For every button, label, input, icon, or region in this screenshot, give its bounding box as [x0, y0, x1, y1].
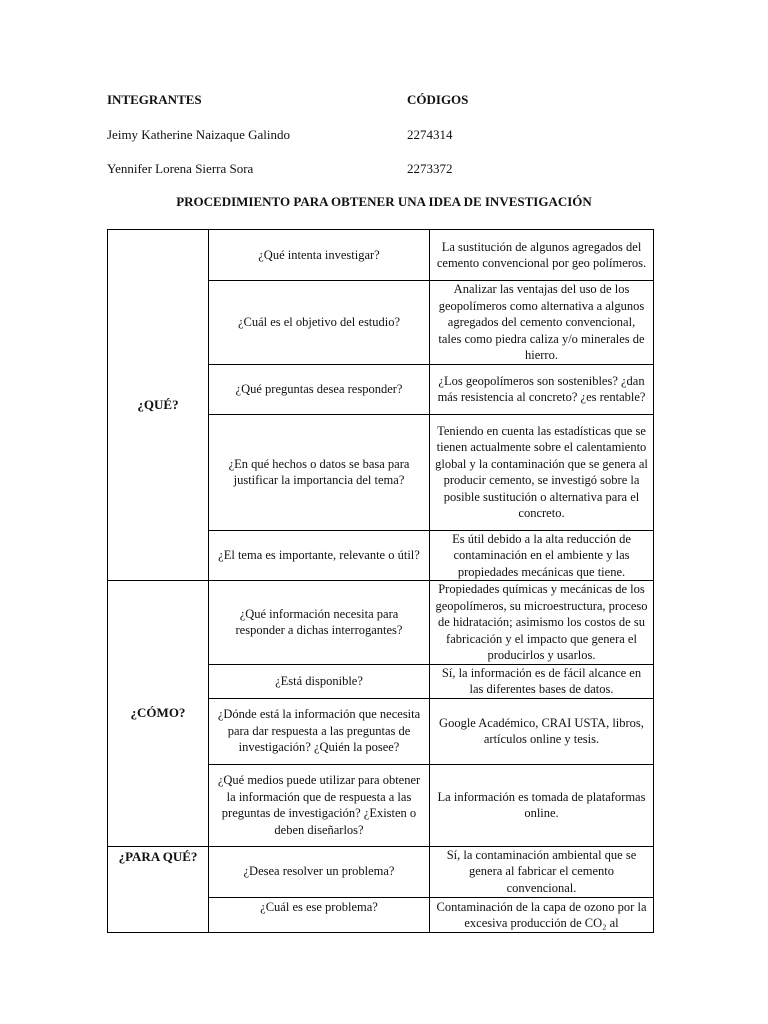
section-label-que: ¿QUÉ? [108, 230, 209, 581]
answer-cell: La sustitución de algunos agregados del cemento convencional por geo polímeros. [430, 230, 654, 281]
question-cell: ¿El tema es importante, relevante o útil? [209, 530, 430, 581]
member-name: Jeimy Katherine Naizaque Galindo [107, 127, 291, 142]
member-code: 2274314 [407, 127, 453, 142]
answer-cell: La información es tomada de plataformas online. [430, 764, 654, 846]
member-code: 2273372 [407, 161, 453, 176]
answer-cell: Sí, la contaminación ambiental que se genera al fabricar el cemento convencional. [430, 846, 654, 897]
answer-cell: Contaminación de la capa de ozono por la excesiva producción de CO₂ al [430, 897, 654, 932]
member-name: Yennifer Lorena Sierra Sora [107, 161, 254, 176]
codes-header: CÓDIGOS [407, 92, 469, 107]
question-cell: ¿Desea resolver un problema? [209, 846, 430, 897]
question-cell: ¿Qué preguntas desea responder? [209, 364, 430, 414]
answer-cell: Google Académico, CRAI USTA, libros, artículos online y tesis. [430, 698, 654, 764]
section-label-como: ¿CÓMO? [108, 581, 209, 847]
table-row [108, 846, 654, 897]
question-cell: ¿Cuál es ese problema? [209, 897, 430, 932]
answer-cell: Propiedades químicas y mecánicas de los geopolímeros, su microestructura, proceso de hidratación; asimismo los costos de su fabricación y el impacto que genera el producirlos y usarlos. [430, 581, 654, 665]
answer-cell: Analizar las ventajas del uso de los geopolímeros como alternativa a algunos agregados del cemento convencional, tales como piedra caliza y/o minerales de hierro. [430, 281, 654, 365]
section-label-para-que: ¿PARA QUÉ? [108, 846, 209, 932]
question-cell: ¿Qué intenta investigar? [209, 230, 430, 281]
question-cell: ¿Dónde está la información que necesita para dar respuesta a las preguntas de investigación? ¿Quién la posee? [209, 698, 430, 764]
table-row [108, 581, 654, 665]
members-header: INTEGRANTES [107, 92, 202, 107]
answer-cell: Sí, la información es de fácil alcance en las diferentes bases de datos. [430, 664, 654, 698]
question-cell: ¿Está disponible? [209, 664, 430, 698]
answer-cell: Es útil debido a la alta reducción de contaminación en el ambiente y las propiedades mecánicas que tiene. [430, 530, 654, 581]
question-cell: ¿Qué información necesita para responder a dichas interrogantes? [209, 581, 430, 665]
answer-cell: Teniendo en cuenta las estadísticas que se tienen actualmente sobre el calentamiento global y la contaminación que se genera al producir cemento, se investigó sobre la posible sustitución o alternativa para el concreto. [430, 414, 654, 530]
answer-cell: ¿Los geopolímeros son sostenibles? ¿dan más resistencia al concreto? ¿es rentable? [430, 364, 654, 414]
question-cell: ¿Qué medios puede utilizar para obtener la información que de respuesta a las preguntas de investigación? ¿Existen o deben diseñarlos? [209, 764, 430, 846]
question-cell: ¿Cuál es el objetivo del estudio? [209, 281, 430, 365]
table-row [108, 230, 654, 281]
research-idea-table [107, 229, 654, 933]
document-title: PROCEDIMIENTO PARA OBTENER UNA IDEA DE INVESTIGACIÓN [176, 194, 592, 209]
question-cell: ¿En qué hechos o datos se basa para justificar la importancia del tema? [209, 414, 430, 530]
